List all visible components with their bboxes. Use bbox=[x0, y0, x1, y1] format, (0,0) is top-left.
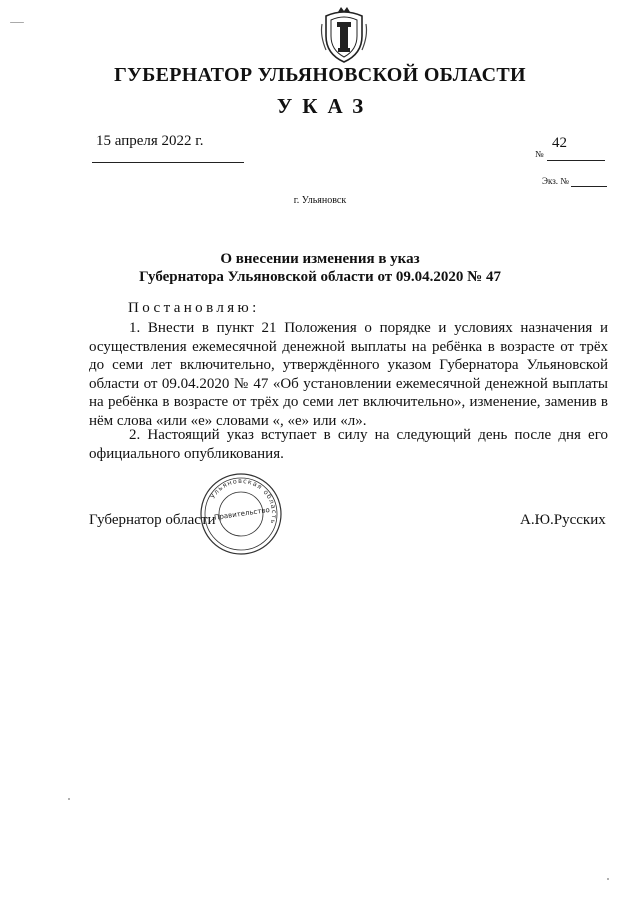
scan-speck bbox=[10, 22, 24, 23]
number-label: № bbox=[535, 149, 544, 159]
issuing-authority: ГУБЕРНАТОР УЛЬЯНОВСКОЙ ОБЛАСТИ bbox=[114, 64, 526, 86]
copy-number-label: Экз. № bbox=[542, 176, 569, 186]
signatory-name: А.Ю.Русских bbox=[520, 512, 606, 528]
document-date: 15 апреля 2022 г. bbox=[96, 133, 204, 149]
seal-ring-text: Ульяновская область bbox=[208, 476, 279, 526]
body-paragraph-1: 1. Внести в пункт 21 Положения о порядке и условиях назначения и осуществления ежемесячной денежной выплаты на ребёнка в возрасте от трёх до семи лет включительно, утверждённого указом Губернатора Ульяновской области от 09.04.2020 № 47 «Об установлении ежемесячной денежной выплаты на ребёнка в возрасте от трёх до семи лет включительно», изменение, заменив в нём слова «или «е» словами «, «е» или «л». bbox=[89, 320, 608, 429]
document-type: УКАЗ bbox=[276, 94, 374, 118]
signatory-position: Губернатор области bbox=[89, 512, 216, 528]
scan-speck bbox=[607, 878, 609, 880]
subject-line-1: О внесении изменения в указ bbox=[220, 251, 420, 267]
copy-number-underline bbox=[571, 186, 607, 187]
official-seal bbox=[199, 472, 283, 556]
decree-word: Постановляю: bbox=[128, 300, 260, 316]
number-underline bbox=[547, 160, 605, 161]
date-underline bbox=[92, 162, 244, 163]
seal-center-text: Правительство bbox=[213, 506, 271, 522]
coat-of-arms-icon bbox=[318, 6, 370, 64]
body-paragraph-2: 2. Настоящий указ вступает в силу на следующий день после дня его официального опубликования. bbox=[89, 427, 608, 462]
city-name: г. Ульяновск bbox=[293, 195, 347, 206]
subject-line-2: Губернатора Ульяновской области от 09.04.2020 № 47 bbox=[139, 269, 501, 285]
document-number: 42 bbox=[552, 135, 567, 151]
scan-speck bbox=[68, 798, 70, 800]
